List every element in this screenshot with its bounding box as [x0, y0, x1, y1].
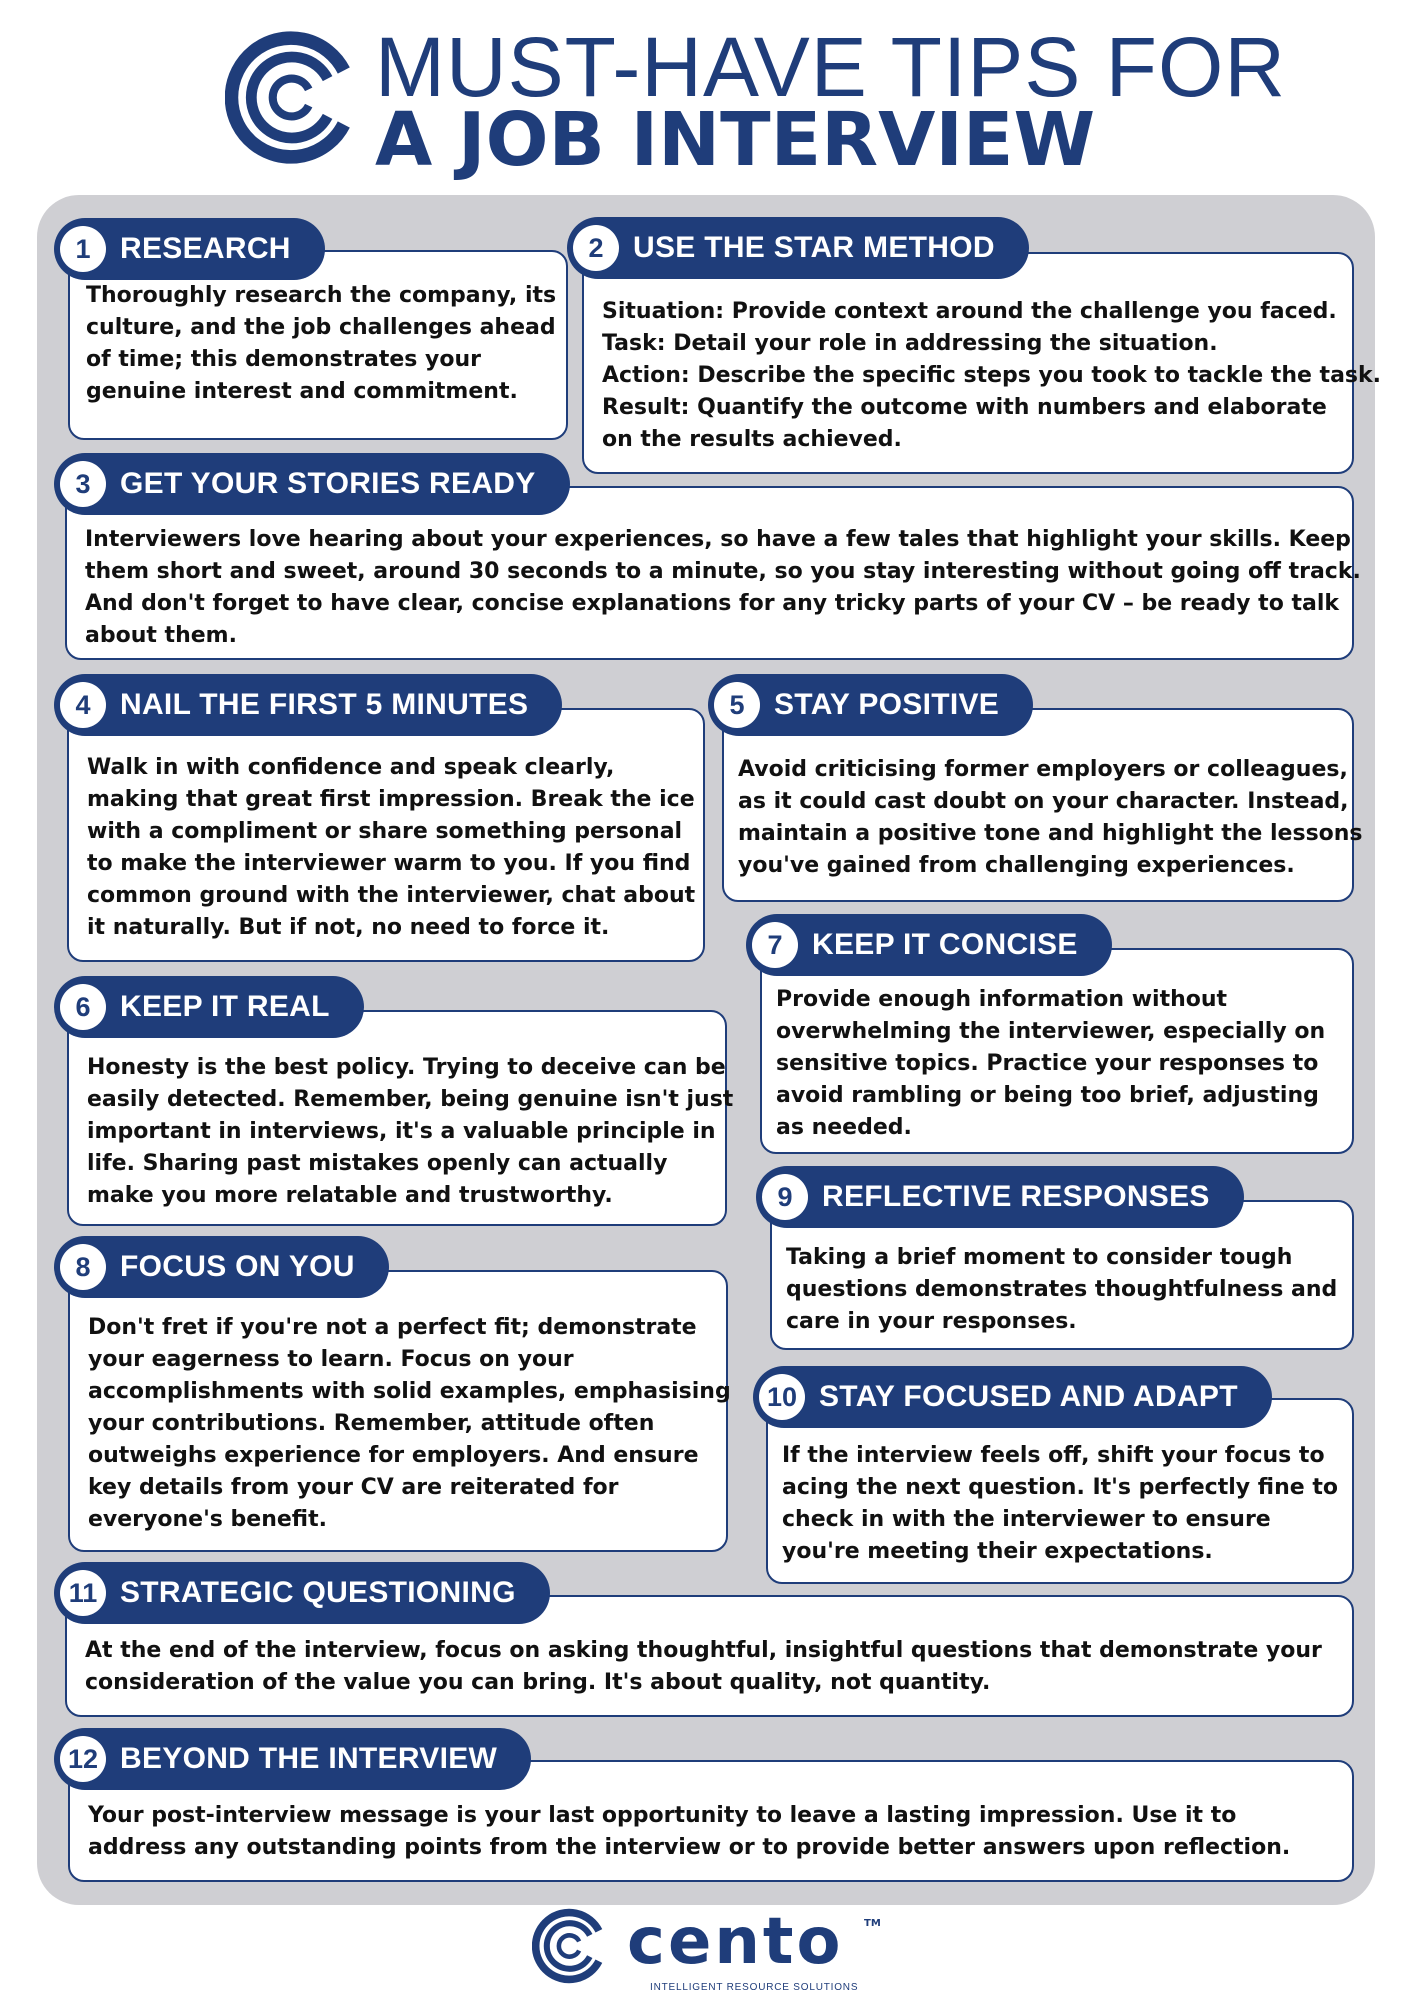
tip-body	[760, 948, 1354, 1154]
tip-title: NAIL THE FIRST 5 MINUTES	[120, 688, 529, 721]
tip-text-line: And don't forget to have clear, concise explanations for any tricky parts of your CV – be ready to talk	[85, 591, 1339, 616]
tip-text-line: it naturally. But if not, no need to force it.	[87, 915, 610, 940]
footer-logo	[532, 1905, 892, 2000]
tip-text-line: everyone's benefit.	[88, 1507, 327, 1532]
tip-text-line: about them.	[85, 623, 237, 648]
tip-number-badge: 5	[714, 682, 760, 728]
tip-text-line: check in with the interviewer to ensure	[782, 1507, 1271, 1532]
trademark-mark: TM	[864, 1918, 881, 1929]
tip-header	[756, 1166, 1244, 1228]
tip-text-line: Don't fret if you're not a perfect fit; demonstrate	[88, 1315, 697, 1340]
tip-text-line: overwhelming the interviewer, especially on	[776, 1019, 1326, 1044]
tip-title: USE THE STAR METHOD	[633, 231, 995, 264]
tip-number-badge: 2	[573, 225, 619, 271]
tip-header	[708, 674, 1033, 736]
tip-text-line: on the results achieved.	[602, 427, 902, 452]
tip-number-badge: 9	[762, 1174, 808, 1220]
tip-body	[722, 708, 1363, 902]
tip-text-line: life. Sharing past mistakes openly can actually	[87, 1151, 668, 1176]
tip-text-line: At the end of the interview, focus on asking thoughtful, insightful questions that demonstrate your	[85, 1638, 1322, 1663]
tip-title: REFLECTIVE RESPONSES	[822, 1180, 1210, 1213]
tip-text-line: culture, and the job challenges ahead	[86, 315, 556, 340]
tip-text-line: Avoid criticising former employers or colleagues,	[738, 757, 1348, 782]
tip-title: STAY POSITIVE	[774, 688, 1000, 721]
tip-header	[54, 453, 570, 515]
tip-text-line: as needed.	[776, 1115, 912, 1140]
tip-text-line: Honesty is the best policy. Trying to deceive can be	[87, 1055, 726, 1080]
tip-text-line: Result: Quantify the outcome with numbers and elaborate	[602, 395, 1327, 420]
title-line-2: A JOB INTERVIEW	[375, 97, 1096, 183]
tip-text-line: you've gained from challenging experiences.	[738, 853, 1295, 878]
tip-header	[753, 1366, 1272, 1428]
tip-header	[54, 674, 562, 736]
tip-text-line: care in your responses.	[786, 1309, 1077, 1334]
tip-body	[68, 1270, 731, 1552]
tip-text-line: sensitive topics. Practice your responses to	[776, 1051, 1319, 1076]
tip-title: FOCUS ON YOU	[120, 1250, 355, 1283]
tip-header	[54, 1562, 550, 1624]
tip-title: STRATEGIC QUESTIONING	[120, 1576, 516, 1609]
tip-text-line: maintain a positive tone and highlight the lessons	[738, 821, 1363, 846]
tip-number-badge: 7	[752, 922, 798, 968]
tip-text-line: important in interviews, it's a valuable principle in	[87, 1119, 716, 1144]
tip-title: STAY FOCUSED AND ADAPT	[819, 1380, 1238, 1413]
tip-text-line: If the interview feels off, shift your focus to	[782, 1443, 1325, 1468]
tip-text-line: accomplishments with solid examples, emphasising	[88, 1379, 731, 1404]
tip-header	[567, 217, 1029, 279]
tip-header	[54, 1728, 531, 1790]
tip-text-line: Walk in with confidence and speak clearly,	[87, 755, 615, 780]
tip-text-line: them short and sweet, around 30 seconds to a minute, so you stay interesting without going off track.	[85, 559, 1361, 584]
tip-text-line: easily detected. Remember, being genuine isn't just	[87, 1087, 734, 1112]
header	[0, 0, 1414, 190]
tip-text-line: consideration of the value you can bring. It's about quality, not quantity.	[85, 1670, 991, 1695]
tip-title: BEYOND THE INTERVIEW	[120, 1742, 498, 1775]
tip-header	[54, 1236, 389, 1298]
tip-number-badge: 11	[60, 1570, 106, 1616]
tip-body	[582, 252, 1382, 474]
tip-text-line: your contributions. Remember, attitude often	[88, 1411, 655, 1436]
tip-title: KEEP IT CONCISE	[812, 928, 1078, 961]
tip-title: RESEARCH	[120, 232, 291, 265]
tip-header	[54, 218, 325, 280]
tip-text-line: Action: Describe the specific steps you took to tackle the task.	[602, 363, 1382, 388]
tip-text-line: of time; this demonstrates your	[86, 347, 482, 372]
tip-number-badge: 10	[759, 1374, 805, 1420]
cento-c-logo-icon	[532, 1908, 608, 1984]
tip-text-line: key details from your CV are reiterated for	[88, 1475, 619, 1500]
tip-header	[746, 914, 1112, 976]
tip-body	[67, 1010, 734, 1226]
tip-text-line: acing the next question. It's perfectly fine to	[782, 1475, 1338, 1500]
tip-body	[67, 708, 705, 962]
tip-text-line: as it could cast doubt on your character. Instead,	[738, 789, 1349, 814]
tip-number-badge: 1	[60, 226, 106, 272]
tip-text-line: Your post-interview message is your last opportunity to leave a lasting impression. Use it to	[88, 1803, 1237, 1828]
tip-text-line: questions demonstrates thoughtfulness and	[786, 1277, 1338, 1302]
tip-title: GET YOUR STORIES READY	[120, 467, 536, 500]
tip-text-line: Situation: Provide context around the challenge you faced.	[602, 299, 1337, 324]
tip-number-badge: 12	[60, 1736, 106, 1782]
tip-text-line: outweighs experience for employers. And ensure	[88, 1443, 699, 1468]
tip-text-line: Provide enough information without	[776, 987, 1228, 1012]
tip-text-line: your eagerness to learn. Focus on your	[88, 1347, 574, 1372]
tip-text-line: Task: Detail your role in addressing the situation.	[602, 331, 1218, 356]
tip-text-line: to make the interviewer warm to you. If you find	[87, 851, 691, 876]
tip-number-badge: 3	[60, 461, 106, 507]
tip-header	[54, 976, 364, 1038]
tip-number-badge: 4	[60, 682, 106, 728]
tip-number-badge: 6	[60, 984, 106, 1030]
tip-text-line: address any outstanding points from the interview or to provide better answers upon reflection.	[88, 1835, 1291, 1860]
tip-title: KEEP IT REAL	[120, 990, 330, 1023]
tip-text-line: making that great first impression. Break the ice	[87, 787, 695, 812]
tip-text-line: Taking a brief moment to consider tough	[786, 1245, 1293, 1270]
tip-text-line: Interviewers love hearing about your experiences, so have a few tales that highlight your skills. Keep	[85, 527, 1351, 552]
tip-text-line: avoid rambling or being too brief, adjusting	[776, 1083, 1319, 1108]
tip-text-line: common ground with the interviewer, chat about	[87, 883, 696, 908]
tip-number-badge: 8	[60, 1244, 106, 1290]
cento-c-logo-icon	[225, 30, 360, 165]
tip-text-line: you're meeting their expectations.	[782, 1539, 1213, 1564]
tip-text-line: make you more relatable and trustworthy.	[87, 1183, 613, 1208]
tip-text-line: with a compliment or share something personal	[87, 819, 683, 844]
tip-text-line: genuine interest and commitment.	[86, 379, 518, 404]
brand-wordmark: cento	[627, 1905, 844, 1979]
title-line-1: MUST-HAVE TIPS FOR	[375, 20, 1286, 114]
tip-text-line: Thoroughly research the company, its	[86, 283, 557, 308]
brand-tagline: INTELLIGENT RESOURCE SOLUTIONS	[650, 1982, 859, 1993]
